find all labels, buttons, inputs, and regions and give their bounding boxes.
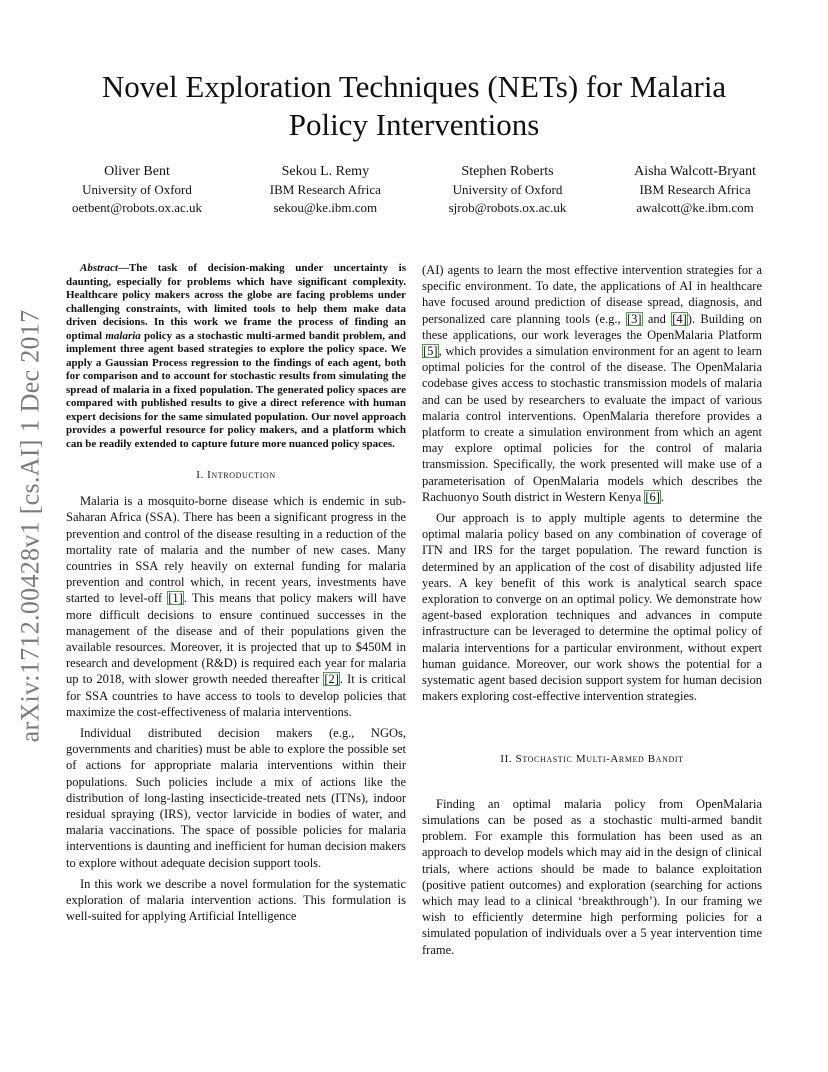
left-column	[66, 262, 406, 929]
author-name: Sekou L. Remy	[281, 164, 370, 179]
bandit-paragraph-1: Finding an optimal malaria policy from OpenMalaria simulations can be posed as a stochastic multi-armed bandit problem. For example this formulation has been used as an approach to develop models which may aid in the design of clinical trials, where actions should be made to balance exploitation (positive patient outcomes) and exploration (searching for actions which may lead to a clinical ‘breakthrough’). In our framing we wish to efficiently determine high performing policies for a simulated population of individuals over a 5 year intervention time frame.	[422, 796, 762, 957]
text: .	[660, 489, 665, 504]
text: . It is critical for SSA countries to have access to tools to develop policies that maximize the cost-effectiveness of malaria interventions.	[66, 672, 406, 719]
spacer	[422, 709, 762, 743]
author-affiliation: IBM Research Africa	[639, 182, 751, 197]
author-affiliation: IBM Research Africa	[269, 182, 381, 197]
text: Malaria is a mosquito-borne disease which is endemic in sub-Saharan Africa (SSA). There has been a significant progress in the prevention and control of the disease resulting in a reduction of the mortality rate of malaria and the number of new cases. Many countries in SSA rely heavily on external funding for malaria prevention and control which, in recent years, investments have started to level-off	[66, 494, 406, 606]
text: . This means that policy makers will have more difficult decisions to ensure continued successes in the management of the disease and of their populations given the available resources. Moreover, it is projected that up to $450M in research and development (R&D) is required each year for malaria up to 2018, with slower growth needed thereafter	[66, 591, 406, 687]
author-email: oetbent@robots.ox.ac.uk	[72, 200, 203, 215]
abstract-italic: malaria	[105, 329, 141, 342]
citation-link[interactable]: [3]	[626, 311, 642, 326]
intro-paragraph-4	[422, 262, 762, 505]
citation-link[interactable]: [6]	[645, 489, 660, 504]
author	[449, 163, 567, 217]
intro-paragraph-1	[66, 493, 406, 720]
arxiv-watermark	[10, 296, 50, 756]
intro-paragraph-3: In this work we describe a novel formulation for the systematic exploration of malaria intervention actions. This formulation is well-suited for applying Artificial Intelligence	[66, 876, 406, 924]
right-column	[422, 262, 762, 963]
abstract-text-2: policy as a stochastic multi-armed bandit problem, and implement three agent based strategies to explore the policy space. We apply a Gaussian Process regression to the findings of each agent, both for comparison and to account for stochastic results from simulating the spread of malaria in a fixed population. The generated policy spaces are compared with published results to give a direct reference with human expert decisions for the same simulated population. Our novel approach provides a powerful resource for policy makers, and a platform which can be readily extended to capture future more nuanced policy spaces.	[66, 329, 406, 450]
text: , which provides a simulation environment for an agent to learn optimal policies for the control of the disease. The OpenMalaria codebase gives access to stochastic transmission models of malaria and can be used by researchers to evaluate the impact of various malaria control interventions. OpenMalaria therefore provides a platform to create a simulation environment from which an agent may explore optimal policies for the control of malaria transmission. Specifically, the work presented will make use of a parameterisation of OpenMalaria models which describes the Rachuonyo South district in Western Kenya	[422, 344, 762, 504]
citation-link[interactable]: [4]	[672, 311, 687, 326]
abstract-text-1: —The task of decision-making under uncertainty is daunting, especially for problems which have significant complexity. Healthcare policy makers across the globe are facing problems under challenging constraints, with limited tools to help them make data driven decisions. In this work we frame the process of finding an optimal	[66, 262, 406, 342]
author	[270, 163, 381, 217]
text: (AI) agents to learn the most effective intervention strategies for a specific environment. To date, the applications of AI in healthcare have focused around prediction of disease spread, diagnosis, and personalized care planning tools (e.g.,	[422, 263, 762, 326]
abstract-label: Abstract	[80, 262, 118, 274]
citation-link[interactable]: [1]	[168, 591, 183, 606]
section-heading-bandit: II. Stochastic Multi-Armed Bandit	[500, 753, 684, 766]
author	[72, 163, 202, 217]
author	[634, 163, 756, 217]
author-name: Aisha Walcott-Bryant	[634, 164, 756, 179]
author-affiliation: University of Oxford	[452, 182, 563, 197]
spacer	[422, 778, 762, 796]
abstract	[66, 262, 406, 451]
author-name: Oliver Bent	[104, 164, 170, 179]
intro-paragraph-5: Our approach is to apply multiple agents to determine the optimal malaria policy based on any combination of coverage of ITN and IRS for the target population. The reward function is determined by an application of the cost of disability adjusted life years. A key benefit of this work is analytical search space exploration to converge on an optimal policy. We demonstrate how agent-based exploration techniques and advances in compute infrastructure can be leveraged to determine the optimal policy of malaria interventions for a particular environment, without expert human guidance. Moreover, our work shows the potential for a systematic agent based decision support system for human decision makers exploring cost-effective intervention strategies.	[422, 511, 762, 704]
paper-title: Novel Exploration Techniques (NETs) for Malaria Policy Interventions	[101, 69, 727, 142]
text: and	[642, 311, 672, 326]
author-block	[72, 163, 756, 217]
arxiv-id: arXiv:1712.00428v1 [cs.AI] 1 Dec 2017	[15, 309, 45, 743]
citation-link[interactable]: [5]	[423, 344, 438, 359]
text: ). Building on these applications, our work leverages the OpenMalaria Platform	[422, 311, 762, 342]
citation-link[interactable]: [2]	[324, 672, 339, 687]
author-email: awalcott@ke.ibm.com	[636, 200, 754, 215]
intro-paragraph-2: Individual distributed decision makers (e.g., NGOs, governments and charities) must be able to explore the possible set of actions for appropriate malaria interventions within their populations. Such policies include a mix of actions like the distribution of long-lasting insecticide-treated nets (ITNs), indoor residual spraying (IRS), vector larvicide in bodies of water, and malaria vaccinations. The space of possible policies for malaria interventions is daunting and inefficient for human decision makers to explore without adequate decision support tools.	[66, 726, 406, 870]
author-email: sjrob@robots.ox.ac.uk	[448, 200, 567, 215]
author-name: Stephen Roberts	[461, 164, 554, 179]
author-affiliation: University of Oxford	[82, 182, 192, 197]
author-email: sekou@ke.ibm.com	[273, 200, 378, 215]
section-heading-introduction: I. Introduction	[196, 469, 276, 481]
